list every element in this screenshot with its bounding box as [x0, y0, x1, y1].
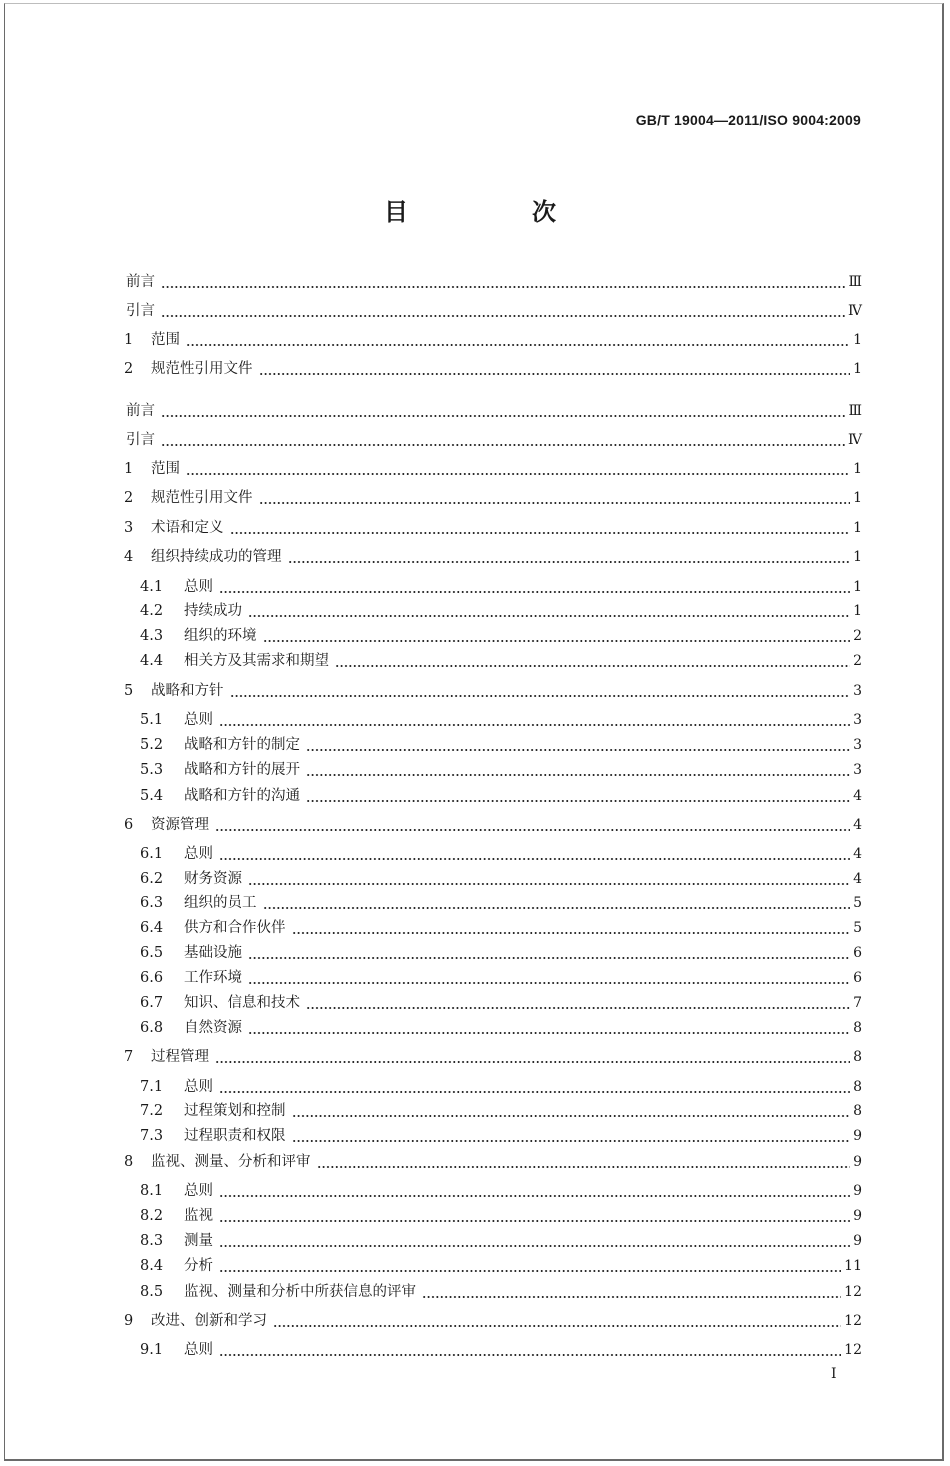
toc-leader-dots — [219, 1340, 841, 1360]
toc-leader-dots — [263, 626, 851, 646]
toc-entry-label: 工作环境 — [184, 970, 242, 986]
toc-leader-dots — [215, 1047, 850, 1067]
toc-entry-number: 6.5 — [140, 945, 164, 961]
toc-entry-page: Ⅲ — [848, 403, 862, 419]
toc-entry-page: 8 — [853, 1079, 862, 1095]
toc-leader-dots — [248, 869, 850, 889]
toc-leader-dots — [219, 577, 850, 597]
toc-entry[interactable] — [140, 844, 862, 864]
toc-entry-label: 前言 — [126, 274, 155, 290]
toc-entry-label: 过程管理 — [151, 1049, 209, 1065]
toc-entry-number: 4 — [124, 549, 134, 565]
toc-entry[interactable] — [140, 1340, 862, 1360]
toc-entry[interactable] — [140, 893, 862, 913]
toc-entry-page: 3 — [853, 737, 862, 753]
toc-entry-label: 战略和方针 — [151, 683, 224, 699]
toc-entry-number: 6.1 — [140, 846, 164, 862]
toc-entry-number: 6.3 — [140, 895, 164, 911]
toc-entry[interactable] — [140, 760, 862, 780]
toc-entry-page: 1 — [853, 603, 862, 619]
toc-entry-page: Ⅳ — [848, 303, 862, 319]
toc-leader-dots — [248, 601, 850, 621]
toc-entry-label: 组织的环境 — [184, 628, 257, 644]
toc-entry-page: 3 — [853, 762, 862, 778]
toc-entry[interactable] — [140, 651, 862, 671]
toc-entry-label: 规范性引用文件 — [151, 490, 253, 506]
toc-entry-number: 3 — [124, 520, 134, 536]
toc-leader-dots — [422, 1282, 841, 1302]
toc-entry-label: 监视 — [184, 1208, 213, 1224]
toc-leader-dots — [292, 918, 851, 938]
toc-entry-page: 2 — [853, 628, 862, 644]
toc-leader-dots — [230, 681, 851, 701]
toc-leader-dots — [248, 943, 850, 963]
toc-entry[interactable] — [140, 1126, 862, 1146]
toc-leader-dots — [215, 815, 850, 835]
toc-entry-page: 8 — [853, 1103, 862, 1119]
toc-leader-dots — [273, 1311, 841, 1331]
toc-entry-label: 规范性引用文件 — [151, 361, 253, 377]
toc-entry[interactable] — [124, 1311, 862, 1331]
toc-entry-label: 过程策划和控制 — [184, 1103, 286, 1119]
toc-leader-dots — [219, 710, 850, 730]
toc-entry-number: 7.3 — [140, 1128, 164, 1144]
toc-leader-dots — [306, 993, 850, 1013]
toc-entry-number: 9.1 — [140, 1342, 164, 1358]
toc-entry-number: 5.3 — [140, 762, 164, 778]
toc-leader-dots — [161, 301, 845, 321]
toc-entry-label: 知识、信息和技术 — [184, 995, 300, 1011]
toc-entry-page: Ⅲ — [848, 274, 862, 290]
toc-leader-dots — [335, 651, 850, 671]
toc-leader-dots — [161, 272, 845, 292]
toc-entry-number: 5.4 — [140, 788, 164, 804]
toc-leader-dots — [219, 1206, 850, 1226]
toc-entry[interactable] — [124, 547, 862, 567]
toc-entry-number: 6 — [124, 817, 134, 833]
toc-entry-page: 9 — [853, 1183, 862, 1199]
toc-leader-dots — [259, 488, 851, 508]
toc-entry-number: 6.7 — [140, 995, 164, 1011]
toc-entry[interactable] — [124, 359, 862, 379]
toc-entry-label: 组织的员工 — [184, 895, 257, 911]
toc-leader-dots — [161, 430, 845, 450]
toc-entry[interactable] — [140, 1181, 862, 1201]
toc-entry-page: 8 — [853, 1049, 862, 1065]
toc-entry-label: 相关方及其需求和期望 — [184, 653, 329, 669]
toc-entry-label: 总则 — [184, 1342, 213, 1358]
toc-entry[interactable] — [124, 330, 862, 350]
toc-entry-page: 1 — [853, 549, 862, 565]
page-number: I — [831, 1366, 837, 1382]
toc-leader-dots — [292, 1101, 851, 1121]
toc-entry-page: 4 — [853, 817, 862, 833]
toc-entry-number: 1 — [124, 332, 134, 348]
toc-entry-number: 1 — [124, 461, 134, 477]
toc-entry-page: 12 — [844, 1342, 862, 1358]
toc-entry-label: 总则 — [184, 712, 213, 728]
toc-entry-page: 4 — [853, 788, 862, 804]
toc-leader-dots — [259, 359, 851, 379]
toc-entry-number: 6.8 — [140, 1020, 164, 1036]
toc-entry-label: 引言 — [126, 432, 155, 448]
toc-entry-label: 范围 — [151, 332, 180, 348]
toc-leader-dots — [219, 1256, 841, 1276]
toc-entry-number: 2 — [124, 490, 134, 506]
toc-entry[interactable] — [140, 869, 862, 889]
toc-entry[interactable] — [140, 601, 862, 621]
toc-entry-page: 1 — [853, 490, 862, 506]
toc-entry[interactable] — [140, 1018, 862, 1038]
toc-entry-number: 7.2 — [140, 1103, 164, 1119]
toc-entry-page: 1 — [853, 332, 862, 348]
toc-entry[interactable] — [140, 577, 862, 597]
toc-entry-page: 6 — [853, 970, 862, 986]
toc-entry[interactable] — [140, 626, 862, 646]
toc-entry-page: 12 — [844, 1284, 862, 1300]
toc-entry[interactable] — [140, 1077, 862, 1097]
toc-entry-number: 8.1 — [140, 1183, 164, 1199]
toc-entry[interactable] — [140, 1256, 862, 1276]
toc-entry-page: 4 — [853, 871, 862, 887]
toc-entry[interactable] — [124, 459, 862, 479]
standard-code: GB/T 19004—2011/ISO 9004:2009 — [635, 112, 861, 128]
toc-leader-dots — [219, 844, 850, 864]
toc-entry-page: 9 — [853, 1128, 862, 1144]
toc-leader-dots — [306, 735, 850, 755]
toc-entry[interactable] — [124, 518, 862, 538]
toc-entry-label: 组织持续成功的管理 — [151, 549, 282, 565]
toc-entry-label: 总则 — [184, 1079, 213, 1095]
toc-leader-dots — [317, 1152, 851, 1172]
toc-entry-label: 引言 — [126, 303, 155, 319]
toc-entry-label: 战略和方针的展开 — [184, 762, 300, 778]
toc-entry-page: 1 — [853, 520, 862, 536]
toc-entry-page: 5 — [853, 920, 862, 936]
toc-entry-label: 供方和合作伙伴 — [184, 920, 286, 936]
toc-entry-number: 5 — [124, 683, 134, 699]
toc-entry-page: 1 — [853, 461, 862, 477]
toc-entry-label: 术语和定义 — [151, 520, 224, 536]
toc-entry-page: 9 — [853, 1208, 862, 1224]
toc-entry[interactable] — [140, 786, 862, 806]
toc-leader-dots — [292, 1126, 851, 1146]
toc-entry-number: 4.3 — [140, 628, 164, 644]
toc-leader-dots — [219, 1077, 850, 1097]
toc-entry[interactable] — [126, 401, 862, 421]
toc-entry-label: 基础设施 — [184, 945, 242, 961]
toc-entry-page: 3 — [853, 712, 862, 728]
toc-entry-label: 分析 — [184, 1258, 213, 1274]
toc-entry-number: 8 — [124, 1154, 134, 1170]
toc-entry-label: 总则 — [184, 1183, 213, 1199]
toc-leader-dots — [186, 330, 850, 350]
toc-entry[interactable] — [126, 272, 862, 292]
toc-entry-label: 过程职责和权限 — [184, 1128, 286, 1144]
toc-entry-page: Ⅳ — [848, 432, 862, 448]
toc-entry-number: 4.1 — [140, 579, 164, 595]
toc-entry[interactable] — [140, 1282, 862, 1302]
toc-leader-dots — [186, 459, 850, 479]
toc-entry-page: 1 — [853, 579, 862, 595]
toc-entry-page: 4 — [853, 846, 862, 862]
toc-entry[interactable] — [140, 735, 862, 755]
toc-entry-number: 6.4 — [140, 920, 164, 936]
toc-entry-page: 8 — [853, 1020, 862, 1036]
toc-entry-label: 持续成功 — [184, 603, 242, 619]
toc-entry[interactable] — [140, 993, 862, 1013]
toc-entry-label: 战略和方针的沟通 — [184, 788, 300, 804]
toc-entry-label: 财务资源 — [184, 871, 242, 887]
toc-entry-number: 2 — [124, 361, 134, 377]
toc-entry-number: 5.1 — [140, 712, 164, 728]
toc-leader-dots — [161, 401, 845, 421]
toc-entry-number: 9 — [124, 1313, 134, 1329]
toc-leader-dots — [306, 786, 850, 806]
toc-entry-number: 6.6 — [140, 970, 164, 986]
toc-entry-label: 资源管理 — [151, 817, 209, 833]
toc-entry-number: 7.1 — [140, 1079, 164, 1095]
toc-entry-label: 范围 — [151, 461, 180, 477]
toc-entry-page: 12 — [844, 1313, 862, 1329]
toc-entry-page: 9 — [853, 1233, 862, 1249]
toc-entry-label: 战略和方针的制定 — [184, 737, 300, 753]
toc-entry[interactable] — [140, 1101, 862, 1121]
toc-entry-page: 6 — [853, 945, 862, 961]
toc-entry-number: 7 — [124, 1049, 134, 1065]
toc-leader-dots — [288, 547, 851, 567]
toc-entry-label: 监视、测量和分析中所获信息的评审 — [184, 1284, 416, 1300]
toc-entry-page: 5 — [853, 895, 862, 911]
toc-entry-page: 1 — [853, 361, 862, 377]
toc-entry-label: 前言 — [126, 403, 155, 419]
toc-entry-label: 监视、测量、分析和评审 — [151, 1154, 311, 1170]
toc-leader-dots — [263, 893, 851, 913]
toc-leader-dots — [248, 1018, 850, 1038]
toc-entry[interactable] — [126, 301, 862, 321]
toc-entry[interactable] — [140, 968, 862, 988]
toc-entry[interactable] — [140, 943, 862, 963]
toc-entry-label: 改进、创新和学习 — [151, 1313, 267, 1329]
toc-entry[interactable] — [140, 918, 862, 938]
toc-entry-number: 4.2 — [140, 603, 164, 619]
toc-entry[interactable] — [124, 1047, 862, 1067]
toc-leader-dots — [219, 1231, 850, 1251]
toc-entry[interactable] — [140, 710, 862, 730]
toc-entry-label: 总则 — [184, 846, 213, 862]
toc-entry[interactable] — [140, 1231, 862, 1251]
toc-leader-dots — [230, 518, 851, 538]
toc-entry[interactable] — [124, 1152, 862, 1172]
toc-entry-page: 7 — [853, 995, 862, 1011]
toc-leader-dots — [219, 1181, 850, 1201]
toc-leader-dots — [306, 760, 850, 780]
toc-entry-page: 11 — [844, 1258, 862, 1274]
toc-entry-label: 自然资源 — [184, 1020, 242, 1036]
toc-entry-number: 6.2 — [140, 871, 164, 887]
toc-entry[interactable] — [126, 430, 862, 450]
toc-entry-number: 8.2 — [140, 1208, 164, 1224]
toc-entry-label: 总则 — [184, 579, 213, 595]
toc-entry[interactable] — [124, 488, 862, 508]
page-title: 目 次 — [384, 198, 606, 226]
toc-entry-number: 5.2 — [140, 737, 164, 753]
toc-entry-number: 4.4 — [140, 653, 164, 669]
toc-entry-page: 9 — [853, 1154, 862, 1170]
toc-entry-number: 8.4 — [140, 1258, 164, 1274]
toc-leader-dots — [248, 968, 850, 988]
toc-entry-label: 测量 — [184, 1233, 213, 1249]
toc-entry[interactable] — [124, 681, 862, 701]
toc-entry-number: 8.5 — [140, 1284, 164, 1300]
toc-entry[interactable] — [124, 815, 862, 835]
toc-entry-number: 8.3 — [140, 1233, 164, 1249]
toc-entry[interactable] — [140, 1206, 862, 1226]
toc-entry-page: 3 — [853, 683, 862, 699]
toc-entry-page: 2 — [853, 653, 862, 669]
